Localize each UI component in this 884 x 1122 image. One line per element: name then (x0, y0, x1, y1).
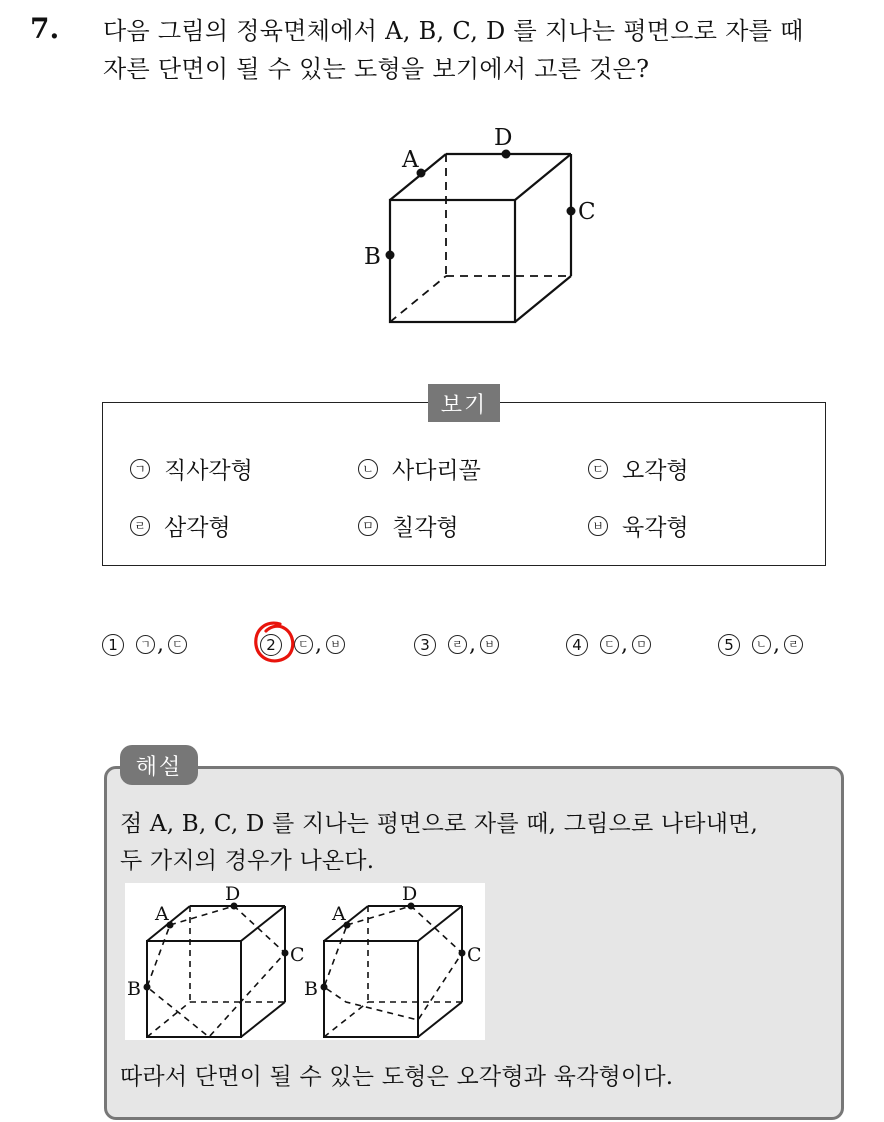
circled-mark: ㄴ (752, 635, 771, 654)
sol1-label-c: C (290, 944, 305, 966)
choice-number: 2 (260, 634, 282, 656)
cube-figure (350, 115, 610, 335)
circled-mark: ㄱ (136, 635, 155, 654)
sol2-label-a: A (332, 903, 346, 925)
bogi-item-text: 육각형 (622, 515, 689, 541)
circled-mark: ㅂ (588, 516, 608, 536)
circled-mark: ㄴ (358, 459, 378, 479)
question-number: 7. (30, 12, 60, 45)
bogi-item-1 (130, 452, 253, 485)
solution-figures (125, 883, 485, 1040)
solution-line-1: 점 A, B, C, D 를 지나는 평면으로 자를 때, 그림으로 나타내면, (120, 811, 759, 837)
question-line-1: 다음 그림의 정육면체에서 A, B, C, D 를 지나는 평면으로 자를 때 (103, 17, 804, 45)
answer-circle-mark (250, 618, 298, 670)
circled-mark: ㅂ (480, 635, 499, 654)
circled-mark: ㄹ (130, 516, 150, 536)
question-text (103, 12, 863, 88)
circled-mark: ㅁ (632, 635, 651, 654)
circled-mark: ㄷ (168, 635, 187, 654)
circled-mark: ㅂ (326, 635, 345, 654)
choice-4[interactable]: 4 ㄷ , ㅁ (566, 632, 651, 657)
bogi-item-2 (358, 452, 481, 485)
bogi-item-6 (588, 509, 689, 542)
solution-line-2: 두 가지의 경우가 나온다. (120, 848, 375, 874)
bogi-item-text: 직사각형 (164, 458, 253, 484)
bogi-item-text: 삼각형 (164, 515, 231, 541)
point-b (386, 251, 395, 260)
circled-mark: ㄹ (448, 635, 467, 654)
point-c (567, 207, 576, 216)
sol1-label-b: B (127, 978, 141, 1000)
solution-title: 해설 (120, 745, 198, 785)
label-a: A (402, 147, 419, 173)
sol1-label-a: A (155, 903, 169, 925)
bogi-item-text: 칠각형 (392, 515, 459, 541)
question-line-2: 자른 단면이 될 수 있는 도형을 보기에서 고른 것은? (103, 55, 650, 83)
bogi-item-4 (130, 509, 231, 542)
cube-hidden-edges (390, 154, 571, 322)
choice-1[interactable]: 1 ㄱ , ㄷ (102, 632, 187, 657)
choice-number: 5 (718, 634, 740, 656)
choice-5[interactable]: 5 ㄴ , ㄹ (718, 632, 803, 657)
bogi-item-3 (588, 452, 689, 485)
bogi-item-text: 사다리꼴 (392, 458, 481, 484)
circled-mark: ㄱ (130, 459, 150, 479)
sol2-label-b: B (304, 978, 318, 1000)
choice-3[interactable]: 3 ㄹ , ㅂ (414, 632, 499, 657)
choice-2[interactable]: 2 ㄷ , ㅂ (260, 632, 345, 657)
bogi-item-5 (358, 509, 459, 542)
solution-cube-hexagon (304, 883, 482, 1037)
sol2-label-d: D (402, 883, 418, 905)
label-d: D (494, 125, 513, 151)
label-c: C (578, 199, 596, 225)
circled-mark: ㄹ (784, 635, 803, 654)
bogi-item-text: 오각형 (622, 458, 689, 484)
solution-conclusion: 따라서 단면이 될 수 있는 도형은 오각형과 육각형이다. (120, 1064, 674, 1090)
choice-number: 1 (102, 634, 124, 656)
circled-mark: ㅁ (358, 516, 378, 536)
sol1-label-d: D (225, 883, 241, 905)
label-b: B (364, 244, 381, 270)
choice-number: 4 (566, 634, 588, 656)
sol2-label-c: C (467, 944, 482, 966)
circled-mark: ㄷ (600, 635, 619, 654)
choice-number: 3 (414, 634, 436, 656)
cube-solid-edges (390, 154, 571, 322)
bogi-title: 보기 (428, 384, 500, 422)
solution-cube-pentagon (127, 883, 305, 1037)
circled-mark: ㄷ (588, 459, 608, 479)
circled-mark: ㄷ (294, 635, 313, 654)
